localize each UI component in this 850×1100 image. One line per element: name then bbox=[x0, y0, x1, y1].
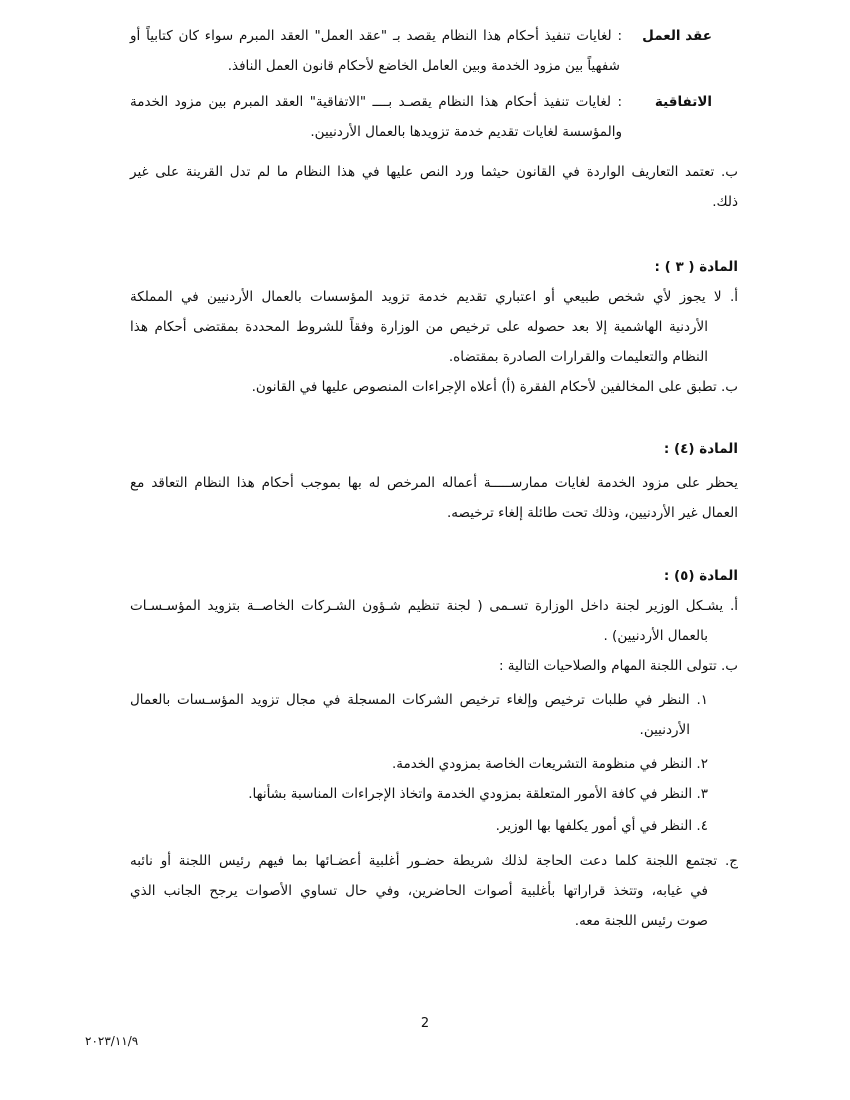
article-4-line: يحظر على مزود الخدمة لغايات ممارســـــة أعماله المرخص له بها بموجب أحكام هذا النظام التعاقد مع bbox=[130, 475, 738, 491]
list-item: ٣. النظر في كافة الأمور المتعلقة بمزودي الخدمة واتخاذ الإجراءات المناسبة بشأنها. bbox=[248, 786, 708, 802]
article-3-a-line: النظام والتعليمات والقرارات الصادرة بمقتضاه. bbox=[448, 349, 708, 365]
article-5-c-line: ج. تجتمع اللجنة كلما دعت الحاجة لذلك شريطة حضـور أغلبية أعضـائها بما فيهم رئيس اللجنة أو نائبه bbox=[130, 853, 738, 869]
article-4-line: العمال غير الأردنيين، وذلك تحت طائلة إلغاء ترخيصه. bbox=[446, 505, 738, 521]
article-3-b: ب. تطبق على المخالفين لأحكام الفقرة (أ) أعلاه الإجراءات المنصوص عليها في القانون. bbox=[251, 379, 738, 395]
definition-text-line: والمؤسسة لغايات تقديم خدمة تزويدها بالعمال الأردنيين. bbox=[310, 124, 622, 140]
article-5-c-line: صوت رئيس اللجنة معه. bbox=[574, 913, 708, 929]
definition-text-line: شفهياً بين مزود الخدمة وبين العامل الخاضع لأحكام قانون العمل النافذ. bbox=[227, 58, 620, 74]
definition-term-work-contract: عقد العمل bbox=[642, 28, 712, 44]
list-item: ٢. النظر في منظومة التشريعات الخاصة بمزودي الخدمة. bbox=[391, 756, 708, 772]
definition-term-agreement: الاتفاقية bbox=[654, 94, 712, 110]
article-4-heading: المادة (٤) : bbox=[663, 441, 738, 457]
article-5-a-line: بالعمال الأردنيين) . bbox=[603, 628, 708, 644]
definition-text-line: : لغايات تنفيذ أحكام هذا النظام يقصـد بــــ "الاتفاقية" العقد المبرم بين مزود الخدمة bbox=[130, 94, 622, 110]
definition-text-line: : لغايات تنفيذ أحكام هذا النظام يقصد بـ "عقد العمل" العقد المبرم سواء كان كتابياً أو bbox=[130, 28, 622, 44]
article-5-a-line: أ. يشـكل الوزير لجنة داخل الوزارة تسـمى ( لجنة تنظيم شـؤون الشـركات الخاصــة بتزويد المؤسـسـات bbox=[130, 598, 738, 614]
document-date: ٢٠٢٣/١١/٩ bbox=[85, 1034, 139, 1048]
list-item: ٤. النظر في أي أمور يكلفها بها الوزير. bbox=[495, 818, 708, 834]
clause-b-line: ذلك. bbox=[712, 194, 738, 210]
list-item: ١. النظر في طلبات ترخيص وإلغاء ترخيص الشركات المسجلة في مجال تزويد المؤسـسات بالعمال bbox=[130, 692, 708, 708]
article-5-c-line: في غيابه، وتتخذ قراراتها بأغلبية أصوات الحاضرين، وفي حال تساوي الأصوات يرجح الجانب الذي bbox=[130, 883, 708, 899]
page-number: 2 bbox=[420, 1016, 430, 1031]
article-5-b-intro: ب. تتولى اللجنة المهام والصلاحيات التالية : bbox=[498, 658, 738, 674]
article-3-heading: المادة ( ٣ ) : bbox=[654, 259, 738, 275]
article-3-a-line: الأردنية الهاشمية إلا بعد حصوله على ترخيص من الوزارة وفقاً للشروط المحددة بمقتضى أحكام هذا bbox=[130, 319, 708, 335]
clause-b-line: ب. تعتمد التعاريف الواردة في القانون حيثما ورد النص عليها في هذا النظام ما لم تدل القرينة على غير bbox=[130, 164, 738, 180]
list-item: الأردنيين. bbox=[639, 722, 690, 738]
article-5-heading: المادة (٥) : bbox=[663, 568, 738, 584]
article-3-a-line: أ. لا يجوز لأي شخص طبيعي أو اعتباري تقديم خدمة تزويد المؤسسات بالعمال الأردنيين في المملكة bbox=[130, 289, 738, 305]
